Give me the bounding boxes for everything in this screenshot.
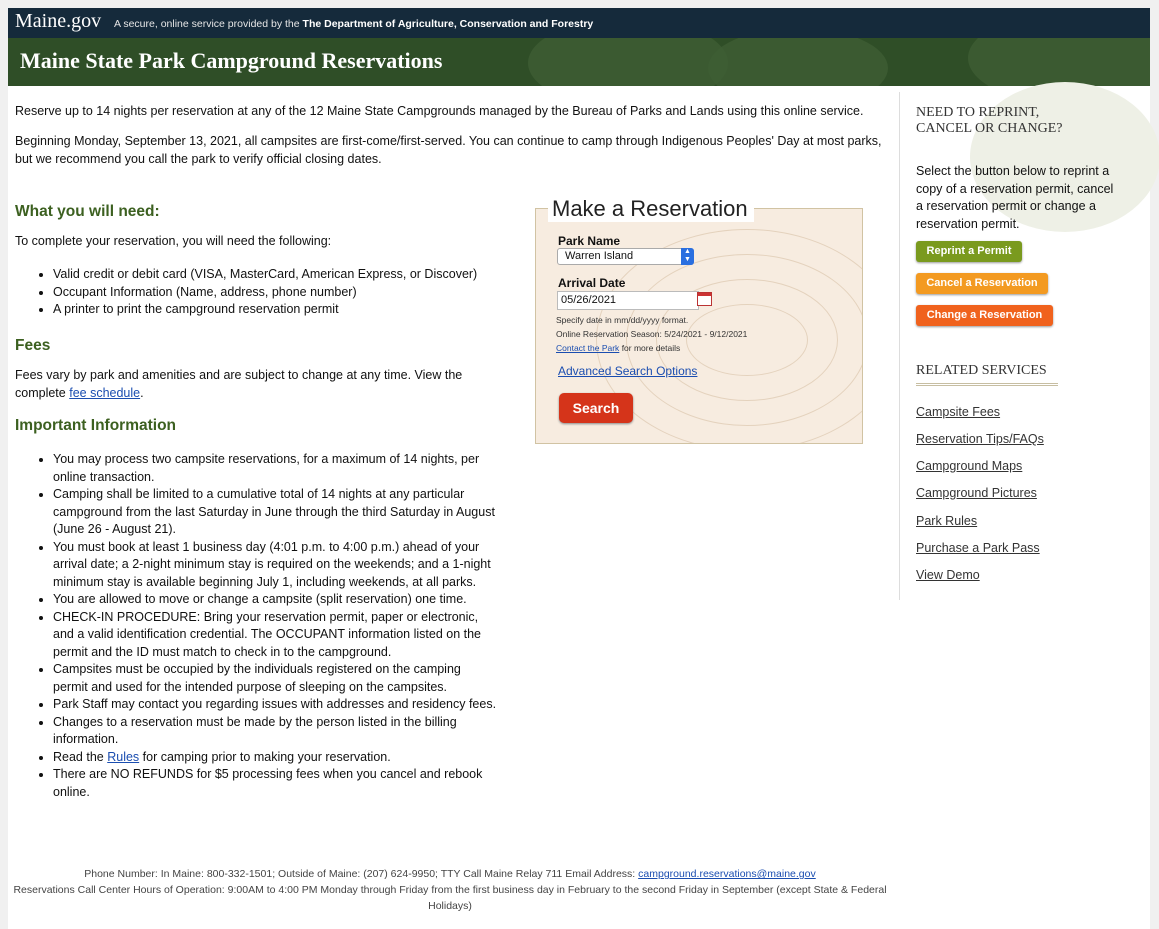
- reprint-permit-button[interactable]: Reprint a Permit: [916, 241, 1022, 262]
- list-item: • Campsites must be occupied by the individuals registered on the camping permit and used for the intended purpose of sleeping on the campsites.: [53, 661, 499, 696]
- tagline-prefix: A secure, online service provided by the: [114, 18, 300, 30]
- contact-park-link[interactable]: Contact the Park: [556, 343, 620, 353]
- rules-after: for camping prior to making your reservation.: [142, 749, 391, 764]
- list-item: • You are allowed to move or change a campsite (split reservation) one time.: [53, 591, 499, 609]
- list-item: • Park Staff may contact you regarding issues with addresses and residency fees.: [53, 696, 499, 714]
- campsite-fees-link[interactable]: Campsite Fees: [916, 405, 1001, 419]
- reservation-tips-link[interactable]: Reservation Tips/FAQs: [916, 432, 1044, 446]
- fees-text: [15, 367, 485, 402]
- banner-leaf-decoration: [528, 38, 728, 86]
- banner: [8, 38, 1150, 86]
- park-rules-link[interactable]: Park Rules: [916, 514, 978, 528]
- campground-pictures-link[interactable]: Campground Pictures: [916, 486, 1037, 500]
- rules-link[interactable]: Rules: [107, 749, 140, 764]
- important-heading: Important Information: [15, 417, 177, 434]
- view-demo-link[interactable]: View Demo: [916, 568, 980, 582]
- banner-leaf-decoration: [968, 38, 1150, 86]
- contact-after: for more details: [621, 343, 681, 353]
- need-list: [15, 266, 477, 319]
- related-services-heading: RELATED SERVICES: [916, 363, 1058, 386]
- park-name-select[interactable]: [557, 248, 694, 265]
- footer-line1: [8, 866, 892, 882]
- topo-map-decoration: [686, 304, 808, 376]
- top-bar: [8, 8, 1150, 38]
- arrival-date-label: Arrival Date: [558, 276, 626, 290]
- footer-hours: Reservations Call Center Hours of Operation: 9:00AM to 4:00 PM Monday through Friday from the first business day in February to the second Friday in September (except State & Federal Holidays): [13, 884, 887, 912]
- sidebar-heading-line1: NEED TO REPRINT,: [916, 105, 1040, 120]
- fees-text-after: .: [140, 385, 144, 400]
- need-lead: To complete your reservation, you will need the following:: [15, 234, 332, 248]
- tagline: [114, 18, 593, 30]
- reservation-season: Online Reservation Season: 5/24/2021 - 9/12/2021: [556, 329, 748, 339]
- rules-before: Read the: [53, 749, 104, 764]
- calendar-icon[interactable]: [697, 292, 712, 306]
- advanced-search-link[interactable]: Advanced Search Options: [558, 364, 698, 378]
- arrival-date-input[interactable]: 05/26/2021: [557, 291, 699, 310]
- list-item: [53, 749, 499, 767]
- intro-paragraph: Reserve up to 14 nights per reservation at any of the 12 Maine State Campgrounds managed by the Bureau of Parks and Lands using this online service.: [15, 104, 864, 118]
- park-name-label: Park Name: [558, 234, 621, 248]
- change-reservation-button[interactable]: Change a Reservation: [916, 305, 1053, 326]
- list-item: • A printer to print the campground reservation permit: [53, 301, 477, 319]
- sidebar-heading-line2: CANCEL OR CHANGE?: [916, 121, 1063, 136]
- purchase-park-pass-link[interactable]: Purchase a Park Pass: [916, 541, 1040, 555]
- fees-text-before: Fees vary by park and amenities and are subject to change at any time. View the complete: [15, 368, 463, 400]
- select-arrows-icon: ▲ ▼: [681, 248, 694, 265]
- banner-leaf-decoration: [708, 38, 888, 86]
- park-name-value: Warren Island: [565, 250, 634, 262]
- footer-phone: Phone Number: In Maine: 800-332-1501; Outside of Maine: (207) 624-9950; TTY Call Maine Relay 711 Email Address:: [84, 868, 636, 880]
- maine-gov-logo[interactable]: Maine.gov: [15, 10, 102, 32]
- closing-notice: Beginning Monday, September 13, 2021, all campsites are first-come/first-served. You can continue to camp through Indigenous Peoples' Day at most parks, but we recommend you call the park to verify official closing dates.: [15, 134, 882, 166]
- list-item: • Changes to a reservation must be made by the person listed in the billing information.: [53, 714, 499, 749]
- sidebar-instructions: Select the button below to reprint a copy of a reservation permit, cancel a reservation permit or change a reservation permit.: [916, 164, 1114, 231]
- list-item: • Valid credit or debit card (VISA, MasterCard, American Express, or Discover): [53, 266, 477, 284]
- tagline-agency: The Department of Agriculture, Conservation and Forestry: [302, 18, 594, 30]
- list-item: • There are NO REFUNDS for $5 processing fees when you cancel and rebook online.: [53, 766, 499, 801]
- list-item: • Occupant Information (Name, address, phone number): [53, 284, 477, 302]
- page-title: Maine State Park Campground Reservations: [20, 48, 443, 73]
- list-item: • Camping shall be limited to a cumulative total of 14 nights at any particular campground from the last Saturday in June through the third Saturday in August (June 26 - August 21).: [53, 486, 499, 539]
- footer-email-link[interactable]: campground.reservations@maine.gov: [638, 868, 816, 880]
- campground-maps-link[interactable]: Campground Maps: [916, 459, 1023, 473]
- need-heading: What you will need:: [15, 203, 160, 220]
- search-button[interactable]: Search: [559, 393, 633, 423]
- cancel-reservation-button[interactable]: Cancel a Reservation: [916, 273, 1048, 294]
- list-item: • You must book at least 1 business day (4:01 p.m. to 4:00 p.m.) ahead of your arrival date; a 2-night minimum stay is required on the weekends; and a 1-night minimum stay is available beginning July 1, including weekends, at all parks.: [53, 539, 499, 592]
- footer: [8, 866, 892, 914]
- fee-schedule-link[interactable]: fee schedule: [69, 385, 141, 400]
- fees-heading: Fees: [15, 337, 51, 354]
- contact-line: [556, 343, 680, 353]
- list-item: • You may process two campsite reservations, for a maximum of 14 nights, per online transaction.: [53, 451, 499, 486]
- date-format-hint: Specify date in mm/dd/yyyy format.: [556, 315, 689, 325]
- reservation-title: Make a Reservation: [548, 196, 754, 222]
- list-item: • CHECK-IN PROCEDURE: Bring your reservation permit, paper or electronic, and a valid identification credential. The OCCUPANT information listed on the permit and the ID must match to check in to the campground.: [53, 609, 499, 662]
- important-list: [15, 451, 499, 801]
